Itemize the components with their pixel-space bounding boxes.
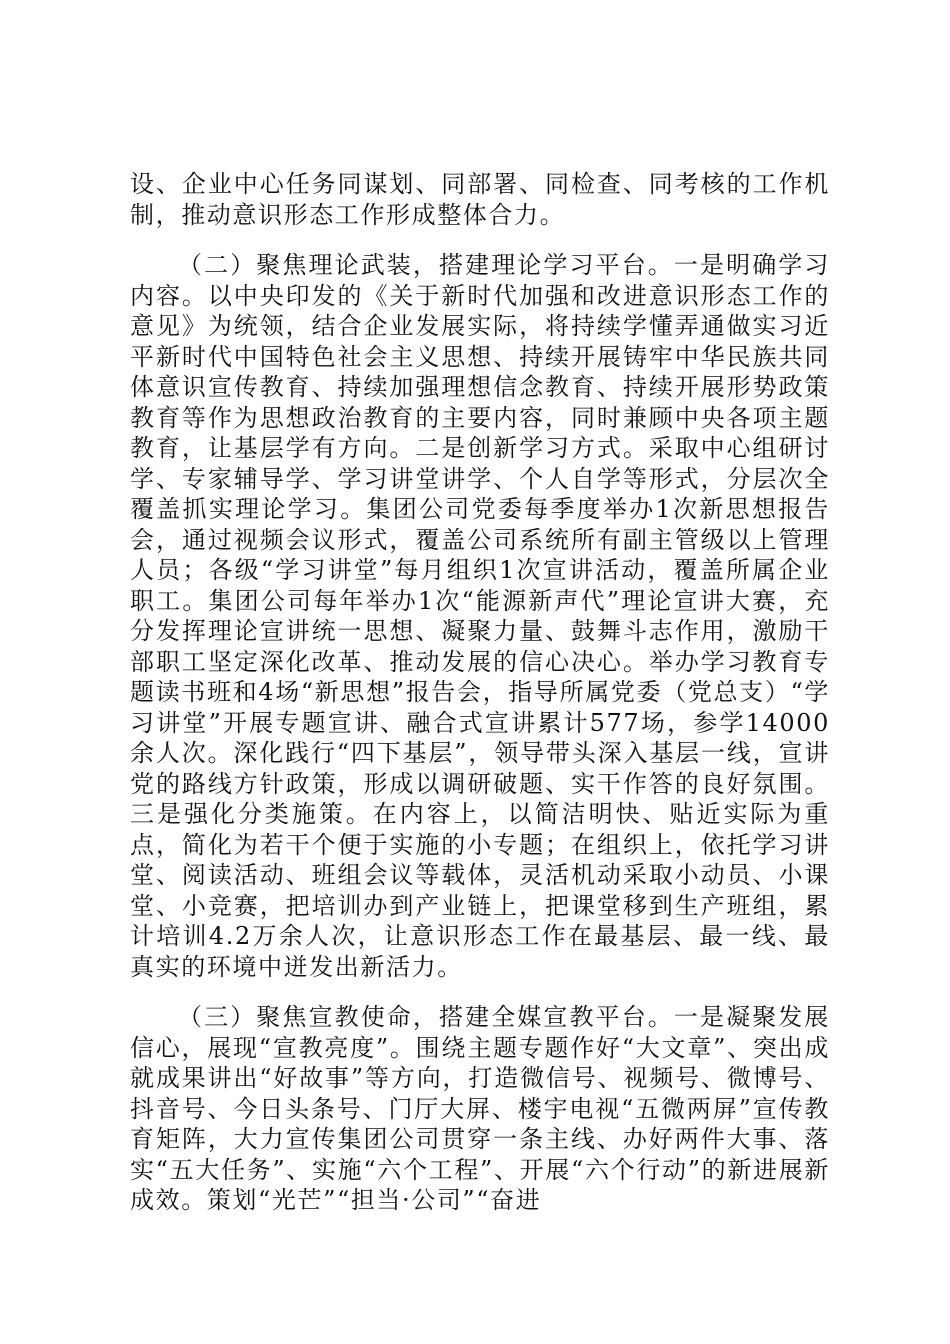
- paragraph-continuation: 设、企业中心任务同谋划、同部署、同检查、同考核的工作机制，推动意识形态工作形成整体合力。: [130, 170, 830, 229]
- paragraph-media-platform: （三）聚焦宣教使命，搭建全媒宣教平台。一是凝聚发展信心，展现“宣教亮度”。围绕主题专题作好“大文章”、突出成就成果讲出“好故事”等方向，打造微信号、视频号、微博号、抖音号、今日头条号、门厅大屏、楼宇电视“五微两屏”宣传教育矩阵，大力宣传集团公司贯穿一条主线、办好两件大事、落实“五大任务”、实施“六个工程”、开展“六个行动”的新进展新成效。策划“光芒”“担当·公司”“奋进: [130, 1003, 830, 1214]
- paragraph-gap: [130, 982, 830, 1002]
- paragraph-theory-study: （二）聚焦理论武装，搭建理论学习平台。一是明确学习内容。以中央印发的《关于新时代加强和改进意识形态工作的意见》为统领，结合企业发展实际，将持续学懂弄通做实习近平新时代中国特色社会主义思想、持续开展铸牢中华民族共同体意识宣传教育、持续加强理想信念教育、持续开展形势政策教育等作为思想政治教育的主要内容，同时兼顾中央各项主题教育，让基层学有方向。二是创新学习方式。采取中心组研讨学、专家辅导学、学习讲堂讲学、个人自学等形式，分层次全覆盖抓实理论学习。集团公司党委每季度举办1次新思想报告会，通过视频会议形式，覆盖公司系统所有副主管级以上管理人员；各级“学习讲堂”每月组织1次宣讲活动，覆盖所属企业职工。集团公司每年举办1次“能源新声代”理论宣讲大赛，充分发挥理论宣讲统一思想、凝聚力量、鼓舞斗志作用，激励干部职工坚定深化改革、推动发展的信心决心。举办学习教育专题读书班和4场“新思想”报告会，指导所属党委（党总支）“学习讲堂”开展专题宣讲、融合式宣讲累计577场，参学14000余人次。深化践行“四下基层”，领导带头深入基层一线，宣讲党的路线方针政策，形成以调研破题、实干作答的良好氛围。三是强化分类施策。在内容上，以简洁明快、贴近实际为重点，简化为若干个便于实施的小专题；在组织上，依托学习讲堂、阅读活动、班组会议等载体，灵活机动采取小动员、小课堂、小竞赛，把培训办到产业链上，把课堂移到生产班组，累计培训4.2万余人次，让意识形态工作在最基层、最一线、最真实的环境中迸发出新活力。: [130, 251, 830, 981]
- document-body: [130, 169, 830, 1216]
- paragraph-gap: [130, 230, 830, 250]
